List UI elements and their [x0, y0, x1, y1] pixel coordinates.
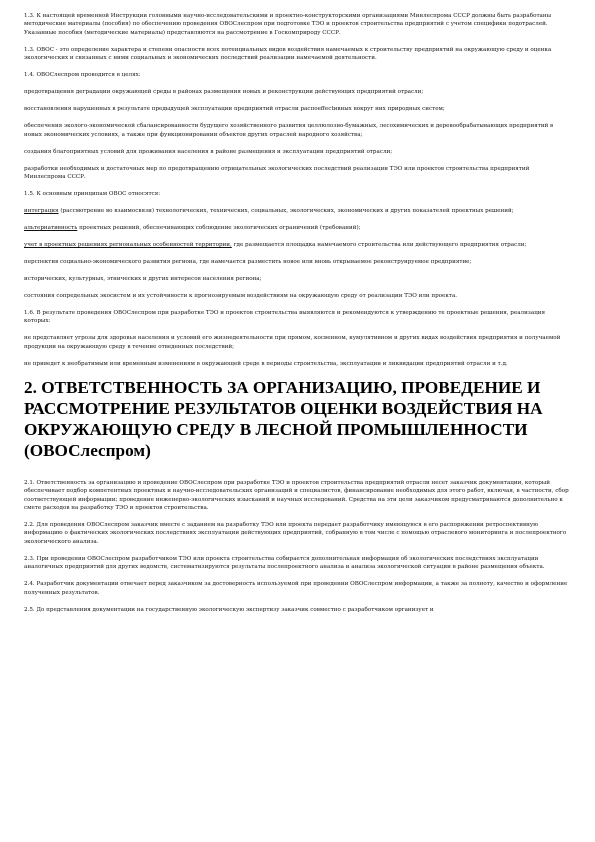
- principle-term: альтернативность: [24, 225, 78, 232]
- paragraph-2-3: 2.3. При проведении ОВОСлеспром разработчиком ТЭО или проекта строительства собирается дополнительная информация об экологических последствиях эксплуатации аналогичных предприятий для других ведомств, систематизируются результаты послепроектного анализа и анализа экологической ситуации в районе размещения объекта.: [24, 555, 545, 571]
- paragraph-1-4: 1.4. ОВОСлеспром проводится в целях:: [24, 72, 141, 79]
- section-heading: 2. ОТВЕТСТВЕННОСТЬ ЗА ОРГАНИЗАЦИЮ, ПРОВЕДЕНИЕ И РАССМОТРЕНИЕ РЕЗУЛЬТАТОВ ОЦЕНКИ ВОЗДЕЙСТВИЯ НА ОКРУЖАЮЩУЮ СРЕДУ В ЛЕСНОЙ ПРОМЫШЛЕННОСТИ (ОВОСлеспром): [24, 377, 543, 460]
- goal-item-4: создания благоприятных условий для проживания населения в районе размещения и эксплуатации предприятий отрасли;: [24, 148, 393, 155]
- paragraph-2-1: 2.1. Ответственность за организацию и проведение ОВОСлеспром при разработке ТЭО и проектов строительства предприятий отрасли несет заказчик документации, который обеспечивает подбор компетентных проектных и научно-исследовательских организаций и специалистов, финансирование необходимых для этого работ, включая, в частности, сбор соответствующей информации; проведение инженерно-экологических изысканий и научных исследований. Средства на эти цели заказчиком предусматриваются дополнительно к смете расходов на разработку ТЭО и проектов строительства.: [24, 479, 569, 512]
- principle-item-5: исторических, культурных, этнических и других интересов населения региона;: [24, 276, 262, 283]
- principle-term: интеграция: [24, 208, 59, 215]
- paragraph-1-3: 1.3. К настоящей временной Инструкции головными научно-исследовательскими и проектно-конструкторскими организациями Минлеспрома СССР должны быть разработаны методические материалы (пособия) по обеспечению проведения ОВОСлеспром при подготовке ТЭО и проектов строительства предприятий с учетом специфики подотраслей. Указанные пособия (методические материалы) представляются на рассмотрение в Госкомприроду СССР.: [24, 13, 552, 36]
- paragraph-1-3-definition: 1.3. ОВОС - это определение характера и степени опасности всех потенциальных видов воздействия намечаемых к строительству предприятий на окружающую среду и оценка экологических и связанных с ними социальных и экономических последствий реализации намечаемой деятельности.: [24, 46, 552, 62]
- goal-item-5: разработки необходимых и достаточных мер по предотвращению отрицательных экологических последствий реализации ТЭО или проектов строительства предприятий Минлеспрома СССР.: [24, 165, 530, 181]
- paragraph-2-2: 2.2. Для проведения ОВОСлеспром заказчик вместе с заданием на разработку ТЭО или проекта передает разработчику имеющуюся в его распоряжении ретроспективную информацию о фактических экологических последствиях эксплуатации действующих предприятий, собранную в том числе с помощью отраслевого мониторинга и послепроектного экологического анализа.: [24, 522, 567, 545]
- paragraph-2-4: 2.4. Разработчик документации отвечает перед заказчиком за достоверность используемой при проведении ОВОСлеспром информации, а также за полноту, качество и оформление полученных результатов.: [24, 581, 568, 596]
- result-item-1: не представляет угрозы для здоровья населения и условий его жизнедеятельности при прямом, косвенном, кумулятивном и других видах воздействия предприятия и получаемой продукции на окружающую среду в течение отведенных последствий;: [24, 335, 561, 350]
- paragraph-2-5: 2.5. До представления документации на государственную экологическую экспертизу заказчик совместно с разработчиком организует и: [24, 606, 434, 613]
- principle-item-3: [24, 241, 571, 249]
- principle-item-1: [24, 207, 571, 215]
- goal-item-2: восстановления нарушенных в результате предыдущей эксплуатации предприятий отрасли распоeffectивных вокруг них природных систем;: [24, 106, 445, 113]
- principle-item-2: [24, 224, 571, 232]
- paragraph-1-5: 1.5. К основным принципам ОВОС относятся:: [24, 191, 161, 198]
- principle-text: проектных решений, обеспечивающих соблюдение экологических ограничений (требований);: [77, 225, 361, 232]
- goal-item-3: обеспечения эколого-экономической сбалансированности будущего хозяйственного развития целлюлозно-бумажных, лесохимических и деревообрабатывающих предприятий в новых экономических условиях, а также при функционировании объектов других отраслей народного хозяйства;: [24, 123, 554, 138]
- principle-term: учет в проектных решениях региональных особенностей территории,: [24, 242, 232, 249]
- principle-text: где размещается площадка намечаемого строительства или действующего предприятия отрасли;: [231, 242, 527, 249]
- goal-item-1: предотвращения деградации окружающей среды в районах размещения новых и реконструкции действующих предприятий отрасли;: [24, 89, 424, 96]
- result-item-2: не приведет к необратимым или временным изменениям в окружающей среде в периоды строительства, эксплуатации и ликвидации предприятий отрасли и т.д.: [24, 360, 508, 367]
- principle-item-6: состояния сопредельных экосистем и их устойчивости к прогнозируемым воздействиям на окружающую среду от реализации ТЭО или проекта.: [24, 293, 458, 300]
- principle-text: (рассмотрение во взаимосвязи) технологических, технических, социальных, экологических, экономических и других показателей проектных решений;: [58, 208, 514, 215]
- principle-item-4: перспектив социально-экономического развития региона, где намечается разместить новое или вновь открываемое реконструируемое предприятие;: [24, 259, 472, 266]
- paragraph-1-6: 1.6. В результате проведения ОВОСлеспром при разработке ТЭО и проектов строительства выявляются и рекомендуются к утверждению те проектные решения, реализация которых:: [24, 310, 546, 325]
